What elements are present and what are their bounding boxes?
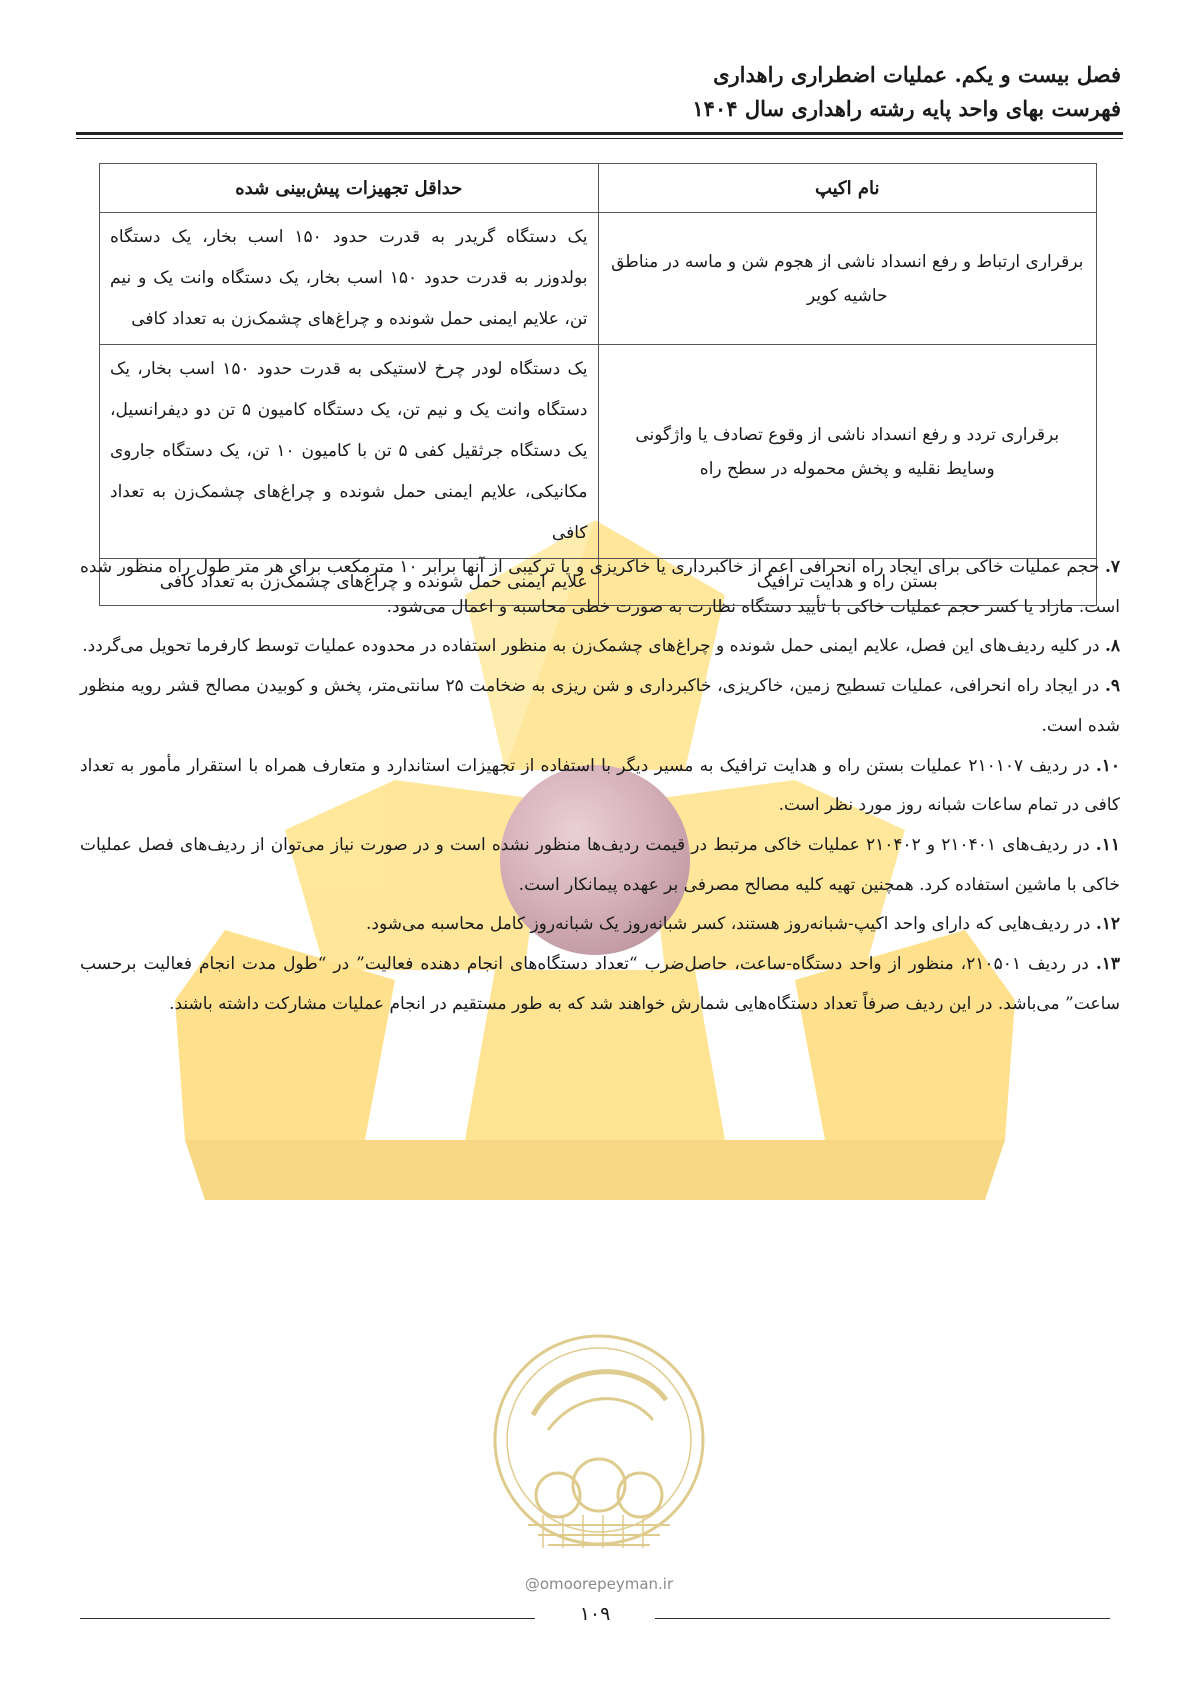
note-text: در ردیف‌هایی که دارای واحد اکیپ-شبانه‌روز هستند، کسر شبانه‌روز یک شبانه‌روز کامل محاسبه می‌شود. bbox=[365, 914, 1091, 935]
note-item bbox=[80, 667, 1120, 746]
header-rule-thick bbox=[76, 132, 1123, 135]
header-rule-thin bbox=[76, 138, 1123, 139]
note-text: در ردیف‌های ۲۱۰۴۰۱ و ۲۱۰۴۰۲ عملیات خاکی مرتبط در قیمت ردیف‌ها منظور نشده است و در صورت نیاز می‌توان از ردیف‌های فصل عملیات خاکی با ماشین استفاده کرد. همچنین تهیه کلیه مصالح مصرفی بر عهده پیمانکار است. bbox=[80, 834, 1120, 895]
note-item bbox=[80, 747, 1120, 826]
note-item bbox=[80, 627, 1120, 667]
note-text: در ایجاد راه انحرافی، عملیات تسطیح زمین، خاکریزی، خاکبرداری و شن ریزی به ضخامت ۲۵ سانتی‌متر، پخش و کوبیدن مصالح قشر رویه منظور شده است. bbox=[80, 676, 1120, 736]
note-number: ۸. bbox=[1104, 636, 1120, 657]
note-number: ۷. bbox=[1104, 557, 1120, 577]
note-text: در کلیه ردیف‌های این فصل، علایم ایمنی حمل شونده و چراغ‌های چشمک‌زن به منظور استفاده در محدوده عملیات توسط کارفرما تحویل می‌گردد. bbox=[82, 636, 1100, 657]
note-text: در ردیف ۲۱۰۵۰۱، منظور از واحد دستگاه-ساعت، حاصل‌ضرب “تعداد دستگاه‌های انجام دهنده فعالیت” در “طول مدت انجام فعالیت برحسب ساعت” می‌باشد. در این ردیف صرفاً تعداد دستگاه‌هایی شمارش خواهند شد که به طور مستقیم در انجام عملیات مشارکت داشته باشند. bbox=[80, 954, 1120, 1014]
website-watermark: @omoorepeyman.ir bbox=[524, 1575, 674, 1593]
note-item bbox=[80, 548, 1120, 627]
notes-list bbox=[80, 548, 1120, 1024]
table-row bbox=[100, 345, 1097, 559]
seal-logo-icon bbox=[488, 1320, 710, 1570]
table-row bbox=[100, 213, 1097, 345]
chapter-title: فصل بیست و یکم. عملیات اضطراری راهداری bbox=[713, 62, 1121, 87]
page-header bbox=[70, 58, 1121, 126]
team-name-cell: بستن راه و هدایت ترافیک bbox=[598, 559, 1097, 606]
equipment-table bbox=[99, 163, 1097, 606]
footer-rule-right bbox=[655, 1618, 1110, 1619]
note-item bbox=[80, 945, 1120, 1024]
header-team-name: نام اکیپ bbox=[598, 164, 1097, 213]
note-text: حجم عملیات خاکی برای ایجاد راه انحرافی اعم از خاکبرداری یا خاکریزی و یا ترکیبی از آنها برابر ۱۰ مترمکعب برای هر متر طول راه منظور شده است. مازاد یا کسر حجم عملیات خاکی با تأیید دستگاه نظارت به صورت خطی محاسبه و اعمال می‌شود. bbox=[80, 557, 1120, 617]
equipment-cell: یک دستگاه گریدر به قدرت حدود ۱۵۰ اسب بخار، یک دستگاه بولدوزر به قدرت حدود ۱۵۰ اسب بخار، یک دستگاه وانت یک و نیم تن، علایم ایمنی حمل شونده و چراغ‌های چشمک‌زن به تعداد کافی bbox=[100, 213, 599, 345]
equipment-cell: یک دستگاه لودر چرخ لاستیکی به قدرت حدود ۱۵۰ اسب بخار، یک دستگاه وانت یک و نیم تن، یک دستگاه کامیون ۵ تن دو دیفرانسیل، یک دستگاه جرثقیل کفی ۵ تن با کامیون ۱۰ تن، یک دستگاه جاروی مکانیکی، علایم ایمنی حمل شونده و چراغ‌های چشمک‌زن به تعداد کافی bbox=[100, 345, 599, 559]
equipment-cell: علایم ایمنی حمل شونده و چراغ‌های چشمک‌زن به تعداد کافی bbox=[100, 559, 599, 606]
team-name-cell: برقراری ارتباط و رفع انسداد ناشی از هجوم شن و ماسه در مناطق حاشیه کویر bbox=[598, 213, 1097, 345]
header-equipment: حداقل تجهیزات پیش‌بینی شده bbox=[100, 164, 599, 213]
note-number: ۹. bbox=[1104, 676, 1121, 697]
footer-rule-left bbox=[80, 1618, 535, 1619]
note-item bbox=[80, 905, 1120, 945]
team-name-cell: برقراری تردد و رفع انسداد ناشی از وقوع تصادف یا واژگونی وسایط نقلیه و پخش محموله در سطح راه bbox=[598, 345, 1097, 559]
table-header-row bbox=[100, 164, 1097, 213]
note-number: ۱۱. bbox=[1095, 834, 1120, 855]
note-number: ۱۳. bbox=[1095, 954, 1120, 975]
note-text: در ردیف ۲۱۰۱۰۷ عملیات بستن راه و هدایت ترافیک به مسیر دیگر با استفاده از تجهیزات استاندارد و متعارف همراه با استقرار مأمور به تعداد کافی در تمام ساعات شبانه روز مورد نظر است. bbox=[80, 755, 1120, 816]
page-number: ۱۰۹ bbox=[579, 1603, 611, 1625]
note-item bbox=[80, 826, 1120, 905]
note-number: ۱۲. bbox=[1095, 914, 1120, 935]
document-title: فهرست بهای واحد پایه رشته راهداری سال ۱۴۰۴ bbox=[692, 96, 1121, 121]
note-number: ۱۰. bbox=[1095, 755, 1121, 776]
